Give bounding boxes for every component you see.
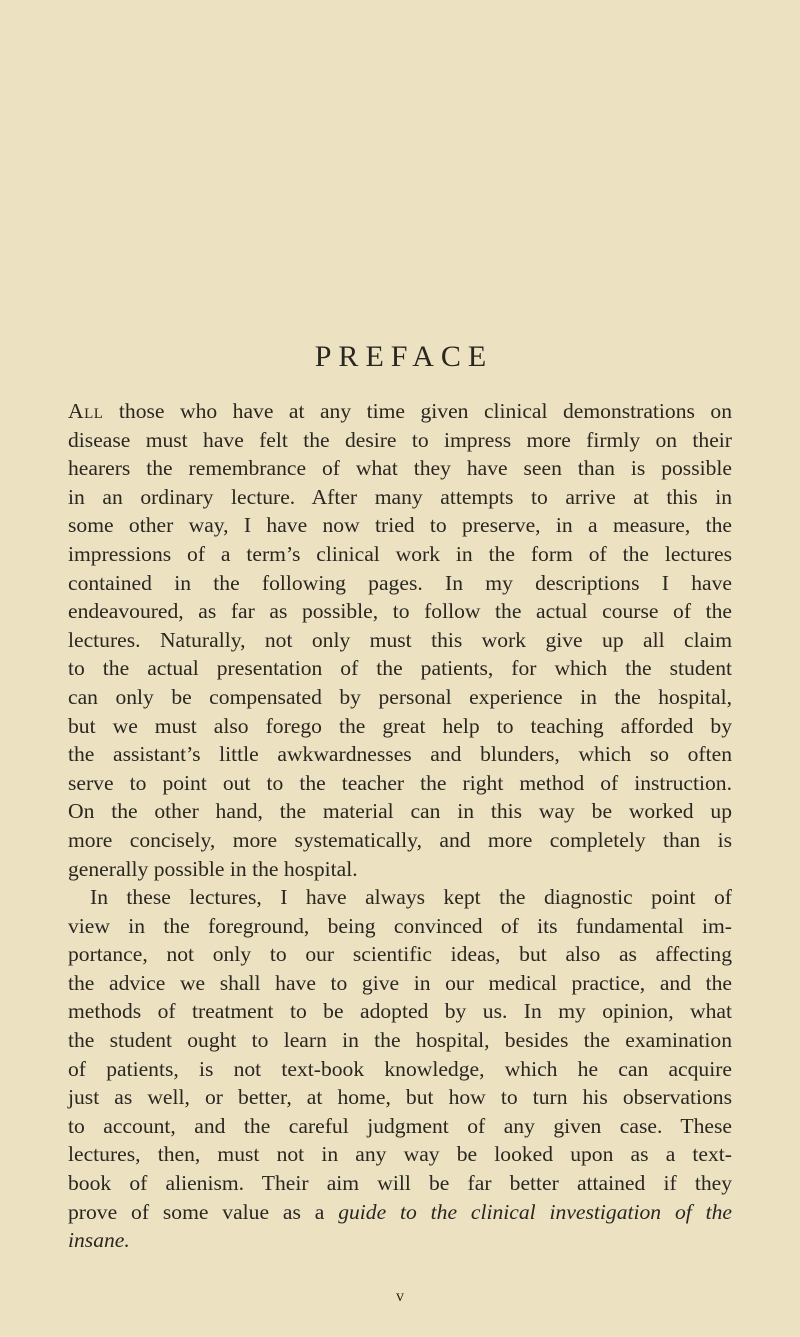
text-line: All those who have at any time given clinical demonstrations on bbox=[68, 399, 732, 423]
text-line: serve to point out to the teacher the right method of instruction. bbox=[68, 770, 732, 795]
text-line: prove of some value as a guide to the clinical investigation of the bbox=[68, 1199, 732, 1224]
text-line: methods of treatment to be adopted by us. In my opinion, what bbox=[68, 999, 732, 1024]
text-line: lectures. Naturally, not only must this work give up all claim bbox=[68, 627, 732, 652]
page-number: v bbox=[396, 1288, 404, 1305]
text-line: disease must have felt the desire to impress more firmly on their bbox=[68, 427, 732, 452]
text-line: book of alienism. Their aim will be far better attained if they bbox=[68, 1171, 732, 1196]
text-line: to account, and the careful judgment of any given case. These bbox=[68, 1113, 732, 1138]
text-line: to the actual presentation of the patients, for which the student bbox=[68, 656, 732, 681]
text-line: some other way, I have now tried to preserve, in a measure, the bbox=[68, 513, 732, 538]
text-line: In these lectures, I have always kept the diagnostic point of bbox=[90, 885, 732, 910]
italic-phrase: guide to the clinical investigation of the bbox=[338, 1199, 732, 1224]
text-line: lectures, then, must not in any way be looked upon as a text- bbox=[68, 1142, 732, 1167]
opening-word: All bbox=[68, 399, 104, 423]
text-line: endeavoured, as far as possible, to follow the actual course of the bbox=[68, 599, 732, 624]
text-line: portance, not only to our scientific ideas, but also as affecting bbox=[68, 942, 732, 967]
text-line: insane. bbox=[68, 1228, 130, 1253]
page-heading: PREFACE bbox=[314, 340, 494, 373]
text-line: more concisely, more systematically, and more completely than is bbox=[68, 827, 732, 852]
text-line: generally possible in the hospital. bbox=[68, 856, 358, 881]
text-line: can only be compensated by personal experience in the hospital, bbox=[68, 684, 732, 709]
text-line: but we must also forego the great help to teaching afforded by bbox=[68, 713, 732, 738]
text-line: contained in the following pages. In my descriptions I have bbox=[68, 570, 732, 595]
text-line: impressions of a term’s clinical work in the form of the lectures bbox=[68, 541, 732, 566]
text-line: of patients, is not text-book knowledge, which he can acquire bbox=[68, 1056, 732, 1081]
text-line: the assistant’s little awkwardnesses and blunders, which so often bbox=[68, 742, 732, 767]
preface-body bbox=[68, 397, 732, 1255]
text-line: view in the foreground, being convinced of its fundamental im- bbox=[68, 913, 732, 938]
text-line: the student ought to learn in the hospital, besides the examination bbox=[68, 1028, 732, 1053]
text-line: On the other hand, the material can in this way be worked up bbox=[68, 799, 732, 824]
text-line: in an ordinary lecture. After many attempts to arrive at this in bbox=[68, 484, 732, 509]
text-line: hearers the remembrance of what they have seen than is possible bbox=[68, 456, 732, 481]
text-line: the advice we shall have to give in our medical practice, and the bbox=[68, 970, 732, 995]
text-line: just as well, or better, at home, but how to turn his observations bbox=[68, 1085, 732, 1110]
